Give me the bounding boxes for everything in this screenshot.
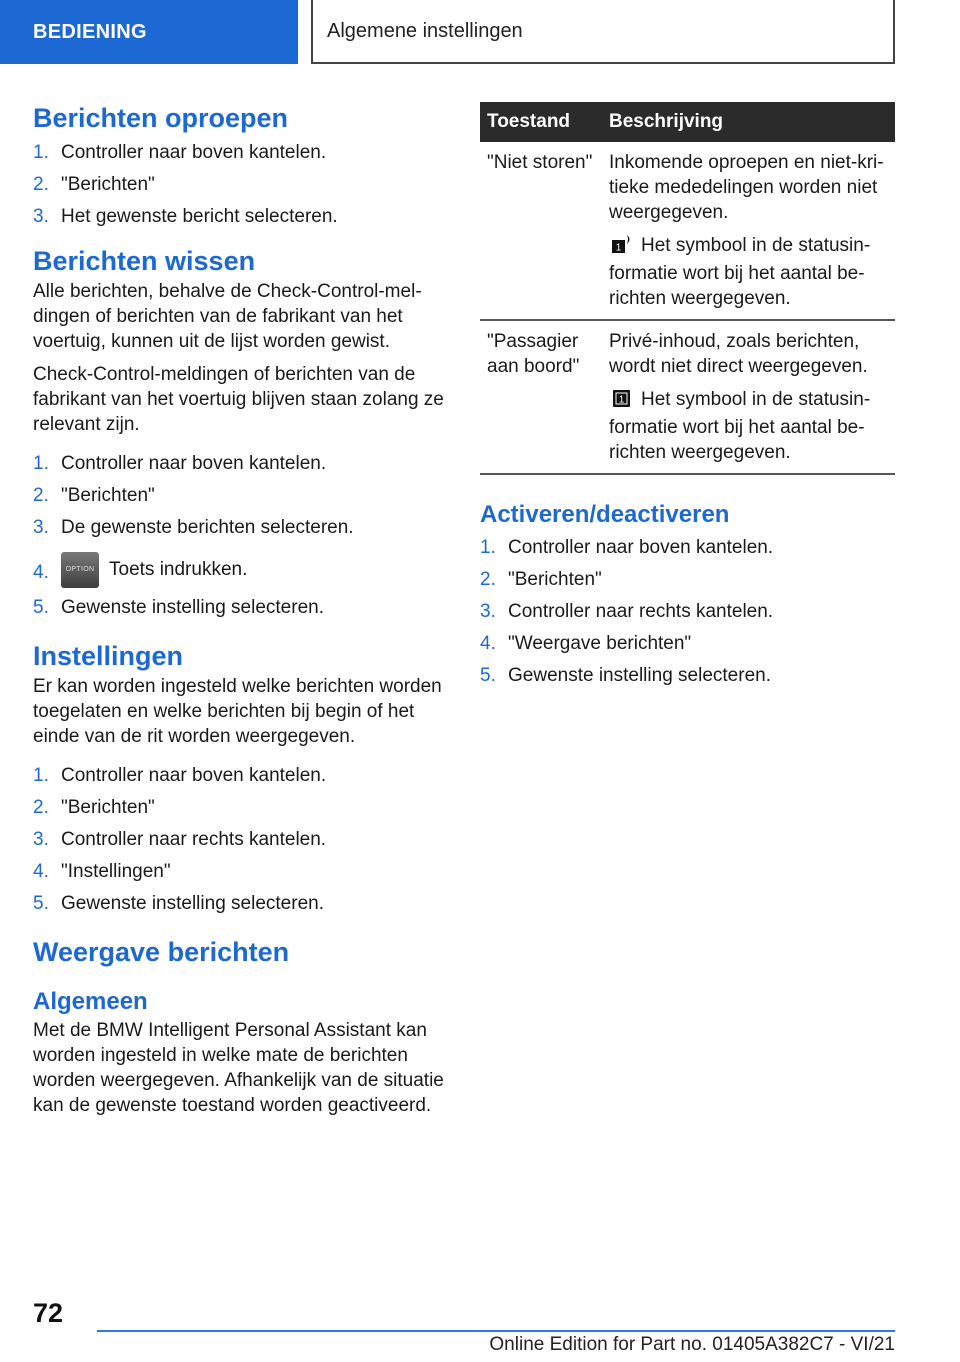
list-item: 5. Gewenste instelling selecteren. — [33, 597, 324, 618]
heading-berichten-wissen: Berichten wissen — [33, 246, 256, 276]
subheading-algemeen: Algemeen — [33, 988, 148, 1015]
state-cell: "Passagier aan boord" — [480, 320, 602, 474]
list-item: 2. "Berichten" — [33, 797, 155, 818]
list-item: 2. "Berichten" — [33, 174, 155, 195]
list-item: 4. OPTION Toets indrukken. — [33, 552, 448, 588]
state-cell: "Niet storen" — [480, 142, 602, 320]
footer-divider — [97, 1330, 895, 1332]
svg-text:1: 1 — [615, 242, 622, 254]
column-header-state: Toestand — [480, 102, 602, 142]
list-item: 1. Controller naar boven kantelen. — [33, 765, 327, 786]
paragraph: Met de BMW Intelligent Personal Assistant kan worden ingesteld in welke mate de berichten worden weergegeven. Afhankelijk van de situatie kan de gewenste toestand worden geactiveerd. — [33, 1020, 444, 1116]
section-title: BEDIENING — [33, 20, 147, 43]
chapter-title: Algemene instellingen — [327, 19, 523, 42]
paragraph: Er kan worden ingesteld welke berichten worden toegelaten en welke berichten bij begin of het einde van de rit worden weergegeven. — [33, 676, 442, 747]
heading-instellingen: Instellingen — [33, 641, 184, 671]
list-item: 1. Controller naar boven kantelen. — [480, 537, 774, 558]
heading-weergave-berichten: Weergave berichten — [33, 937, 290, 967]
list-item: 5. Gewenste instelling selecteren. — [480, 665, 771, 686]
page-number: 72 — [33, 1298, 64, 1328]
state-table — [480, 102, 895, 475]
right-column — [480, 102, 895, 695]
paragraph: Alle berichten, behalve de Check-Control-meldingen of berichten van de fabrikant van het voertuig, kunnen uit de lijst worden gewist. — [33, 281, 422, 352]
steps-activeren — [480, 535, 895, 688]
left-column — [33, 100, 448, 1126]
list-item: 5. Gewenste instelling selecteren. — [33, 893, 324, 914]
heading-berichten-oproepen: Berichten oproepen — [33, 103, 289, 133]
chapter-header — [311, 0, 895, 64]
paragraph: Check-Control-meldingen of berichten van de fabrikant van het voertuig blijven staan zolang ze relevant zijn. — [33, 364, 444, 435]
list-item: 2. "Berichten" — [33, 485, 155, 506]
list-item: 3. Controller naar rechts kantelen. — [480, 601, 774, 622]
steps-oproepen — [33, 140, 448, 229]
list-item: 3. Het gewenste bericht selecteren. — [33, 206, 338, 227]
heading-activeren-deactiveren: Activeren/deactiveren — [480, 501, 730, 528]
list-item: 2. "Berichten" — [480, 569, 602, 590]
list-item: 4. "Instellingen" — [33, 861, 171, 882]
table-row — [480, 142, 895, 320]
steps-wissen — [33, 451, 448, 620]
table-header-row — [480, 102, 895, 142]
list-item: 3. Controller naar rechts kantelen. — [33, 829, 327, 850]
list-item: 3. De gewenste berichten selecteren. — [33, 517, 354, 538]
description-cell: Inkomende oproepen en niet-kritieke mededelingen worden niet weergegeven. 1 Het symbool in de statusinformatie wort bij het aantal berichten weergegeven. — [602, 142, 895, 320]
svg-text:1: 1 — [618, 394, 625, 406]
table-row — [480, 320, 895, 474]
steps-instellingen — [33, 763, 448, 916]
list-item: 1. Controller naar boven kantelen. — [33, 453, 327, 474]
passenger-on-board-icon — [611, 388, 633, 415]
section-tab — [0, 0, 298, 64]
list-item: 4. "Weergave berichten" — [480, 633, 692, 654]
column-header-description: Beschrijving — [602, 102, 895, 142]
do-not-disturb-icon — [611, 234, 633, 261]
list-item: 1. Controller naar boven kantelen. — [33, 142, 327, 163]
footer-edition: Online Edition for Part no. 01405A382C7 - VI/21 — [489, 1334, 895, 1355]
description-cell: Privé-inhoud, zoals berichten, wordt niet direct weergegeven. 1 Het symbool in de statusinformatie wort bij het aantal berichten weergegeven. — [602, 320, 895, 474]
option-button-icon: OPTION — [61, 552, 99, 588]
